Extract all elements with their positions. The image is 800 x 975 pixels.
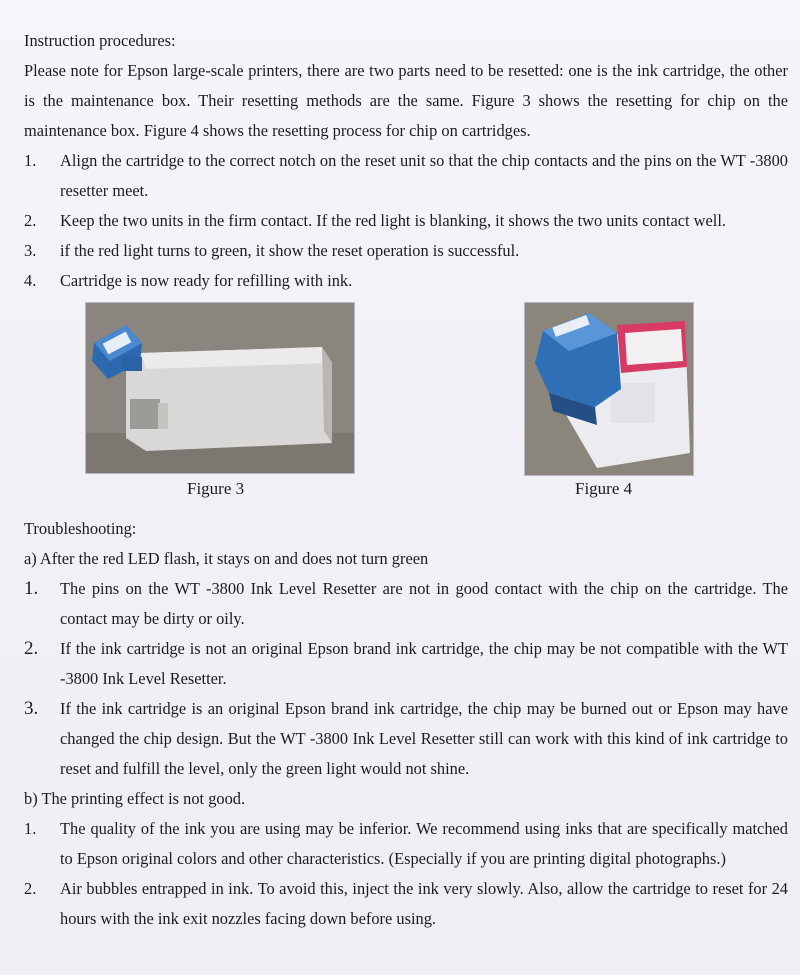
item-number: 1. <box>24 578 39 599</box>
list-item <box>24 874 788 934</box>
figures-row <box>24 302 788 514</box>
item-number: 2. <box>24 879 37 898</box>
item-text: Air bubbles entrapped in ink. To avoid this, inject the ink very slowly. Also, allow the cartridge to reset for 24 hours with the ink exit nozzles facing down before using. <box>60 879 788 928</box>
step-item <box>24 236 788 266</box>
step-text: Keep the two units in the firm contact. If the red light is blanking, it shows the two units contact well. <box>60 211 726 230</box>
item-number: 3. <box>24 698 39 719</box>
figure-3-caption: Figure 3 <box>187 479 245 498</box>
figure-4-caption: Figure 4 <box>575 479 633 498</box>
step-item <box>24 206 788 236</box>
list-item <box>24 574 788 634</box>
figure-4-photo <box>524 302 694 476</box>
step-text: Cartridge is now ready for refilling with ink. <box>60 271 353 290</box>
step-text: if the red light turns to green, it show the reset operation is successful. <box>60 241 520 260</box>
step-number: 3. <box>24 241 37 260</box>
item-text: The pins on the WT -3800 Ink Level Resetter are not in good contact with the chip on the cartridge. The contact may be dirty or oily. <box>60 579 788 628</box>
item-number: 2. <box>24 638 39 659</box>
figure-3-photo <box>85 302 355 474</box>
instructions-intro: Please note for Epson large-scale printers, there are two parts need to be resetted: one is the ink cartridge, the other is the maintenance box. Their resetting methods are the same. Figure 3 shows the resetting for chip on the maintenance box. Figure 4 shows the resetting process for chip on cartridges. <box>24 61 788 140</box>
maintenance-box-resetter-illustration <box>86 303 354 473</box>
list-item <box>24 694 788 784</box>
step-number: 2. <box>24 211 37 230</box>
step-item <box>24 266 788 296</box>
step-number: 1. <box>24 151 37 170</box>
item-text: If the ink cartridge is an original Epson brand ink cartridge, the chip may be burned out or Epson may have changed the chip design. But the WT -3800 Ink Level Resetter still can work with this kind of ink cartridge to reset and fulfill the level, only the green light would not shine. <box>60 699 788 778</box>
troubleshooting-title: Troubleshooting: <box>24 519 137 538</box>
step-text: Align the cartridge to the correct notch on the reset unit so that the chip contacts and the pins on the WT -3800 resetter meet. <box>60 151 788 200</box>
cartridge-resetter-illustration <box>525 303 693 475</box>
list-item <box>24 814 788 874</box>
step-number: 4. <box>24 271 37 290</box>
section-b-title: b) The printing effect is not good. <box>24 789 246 808</box>
section-a-title: a) After the red LED flash, it stays on and does not turn green <box>24 549 429 568</box>
item-number: 1. <box>24 819 37 838</box>
list-item <box>24 634 788 694</box>
instructions-steps <box>24 146 788 296</box>
item-text: The quality of the ink you are using may be inferior. We recommend using inks that are specifically matched to Epson original colors and other characteristics. (Especially if you are printing digital photographs.) <box>60 819 788 868</box>
step-item <box>24 146 788 206</box>
section-a-items <box>24 574 788 784</box>
section-b-items <box>24 814 788 934</box>
document-body <box>24 26 788 934</box>
item-text: If the ink cartridge is not an original Epson brand ink cartridge, the chip may be not compatible with the WT -3800 Ink Level Resetter. <box>60 639 788 688</box>
instructions-title: Instruction procedures: <box>24 31 176 50</box>
